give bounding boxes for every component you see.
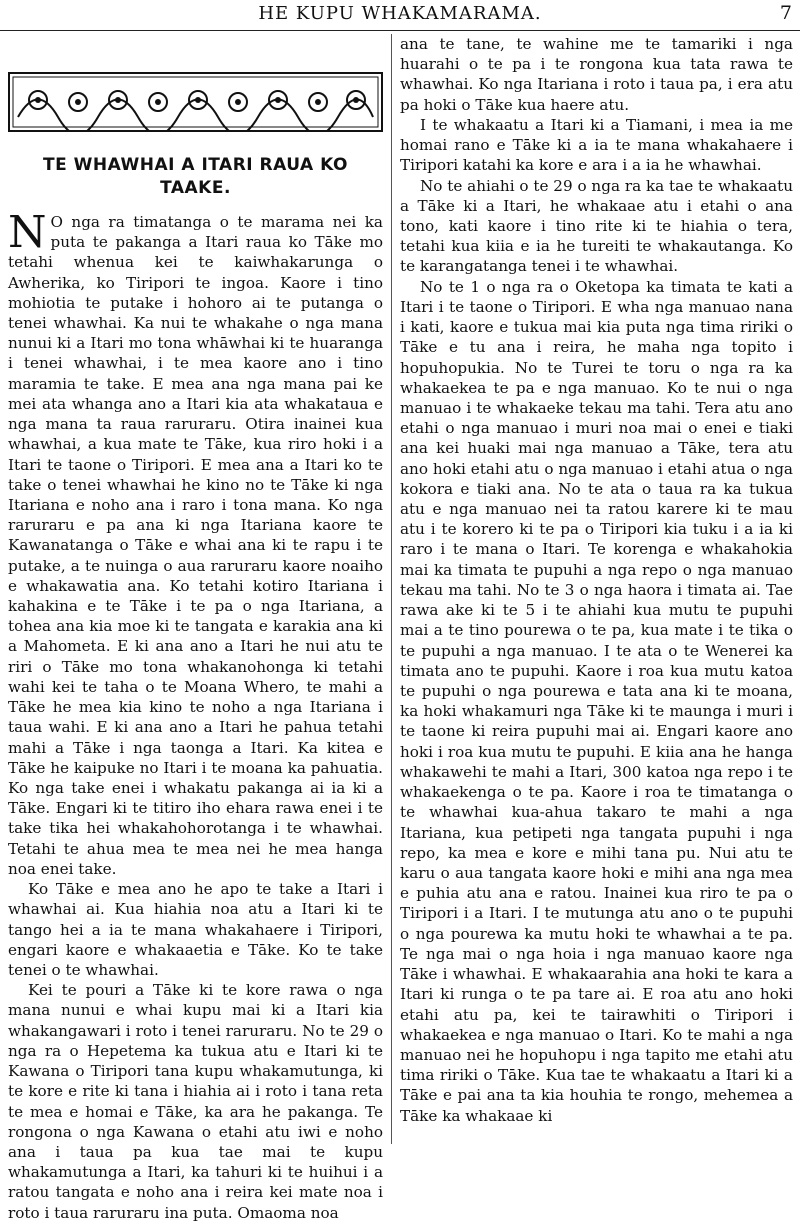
paragraph: No te ahiahi o te 29 o nga ra ka tae te whakaatu a Tāke ki a Itari, he whakaae atu i etahi o ana tono, kati kaore i tino rite ki te hiahia o tera, tetahi kua kiia e ia he tureiti te whakautanga. Ko te karangatanga tenei i te whawhai. (400, 176, 793, 276)
paragraph: Kei te pouri a Tāke ki te kore rawa o nga mana nunui e whai kupu mai ki a Itari kia whakangawari i roto i tenei raruraru. No te 29 o nga ra o Hepetema ka tukua atu e Itari ki te Kawana o Tiripori tana kupu whakamutunga, ki te kore e rite ki tana i hiahia ai i roto i tana reta te mea e homai e Tāke, ka ara he pakanga. Te rongona o nga Kawana o etahi atu iwi e noho ana i taua pa kua tae mai te kupu whakamutunga a Itari, ka tahuri ki te huihui i a ratou tangata e noho ana i reira kei mate noa i roto i taua raruraru ina puta. Omaoma noa (8, 981, 383, 1222)
article-title: TE WHAWHAI A ITARI RAUA KO TAAKE. (43, 155, 348, 198)
decorative-floral-border-icon (8, 72, 383, 132)
right-column (400, 34, 793, 1126)
drop-cap: N (8, 206, 47, 258)
paragraph-text: O nga ra timatanga o te marama nei ka puta te pakanga a Itari raua ko Tāke mo tetahi whenua kei te kaiwhakarunga o Awherika, ko Tiripori te ingoa. Kaore i tino mohiotia te putake i hohoro ai te putanga o tenei whawhai. Ka nui te whakahe o nga mana nunui ki a Itari mo tona whāwhai ki te huaranga i tenei whawhai, i te mea kaore ano i tino maramia te take. E mea ana nga mana pai ke mei ata whanga ano a Itari kia ata whakataua e nga mana ta raua raruraru. Otira inainei kua whawhai, a kua mate te Tāke, kua riro hoki i a Itari te taone o Tiripori. E mea ana a Itari ko te take o tenei whawhai he kino no te Tāke ki nga Itariana e noho ana i raro i tona mana. Ko nga raruraru e pa ana ki nga Itariana kaore te Kawanatanga o Tāke e whai ana ki te rapu i te putake, a te nuinga o aua raruraru kaore noaiho e whakawatia ana. Ko tetahi kotiro Itariana i kahakina e te Tāke i te pa o nga Itariana, a tohea ana kia moe ki te tangata e karakia ana ki a Mahometa. E ki ana ano a Itari he nui atu te riri o Tāke mo tona whakanohonga ki tetahi wahi kei te taha o te Moana Whero, te mahi a Tāke he mea kia kino te noho a nga Itariana i taua wahi. E ki ana ano a Itari he pahua tetahi mahi a Tāke i nga taonga a Itari. Ka kitea e Tāke he kaipuke no Itari i te moana ka pahuatia. Ko nga take enei i whakatu pakanga ai ia ki a Tāke. Engari ki te titiro iho ehara rawa enei i te take tika hei whakahohorotanga i te whawhai. Tetahi te ahua mea te mea nei he mea hanga noa enei take. (8, 212, 383, 878)
page-number: 7 (779, 2, 792, 24)
column-divider (391, 34, 392, 1144)
running-head (0, 0, 800, 31)
paragraph: ana te tane, te wahine me te tamariki i nga huarahi o te pa i te rongona kua tata rawa te whawhai. Ko nga Itariana i roto i taua pa, i era atu pa hoki o Tāke kua haere atu. (400, 35, 793, 114)
paragraph: I te whakaatu a Itari ki a Tiamani, i mea ia me homai rano e Tāke ki a ia te mana whakahaere i Tiripori katahi ka kore e ara i a ia he whawhai. (400, 115, 793, 175)
paragraph (8, 206, 383, 879)
paragraph: No te 1 o nga ra o Oketopa ka timata te kati a Itari i te taone o Tiripori. E wha nga manuao nana i kati, kaore e tukua mai kia puta nga tima ririki o Tāke e tu ana i reira, he maha nga topito i hopuhopukia. No te Turei te toru o nga ra ka whakaekea te pa e nga manuao. Ko te nui o nga manuao i te whakaeke tekau ma tahi. Tera atu ano etahi o nga manuao i muri noa mai o enei e tiaki ana kei huaki mai nga manuao a Tāke, tera atu ano hoki etahi atu o nga manuao i etahi atua o nga kokora e tiaki ana. No te ata o taua ra ka tukua atu e nga manuao nei ta ratou karere ki te mau atu i te korero ki te pa o Tiripori kia tuku i a ia ki raro i te mana o Itari. Te korenga e whakahokia mai ka timata te pupuhi a nga repo o nga manuao tekau ma tahi. No te 3 o nga haora i timata ai. Tae rawa ake ki te 5 i te ahiahi kua mutu te pupuhi mai a te tino pourewa o te pa, kua mate i te tika o te pupuhi a nga manuao. I te ata o te Wenerei ka timata ano te pupuhi. Kaore i roa kua mutu katoa te pupuhi o nga pourewa e tata ana ki te moana, ka hoki whakamuri nga Tāke ki te maunga i muri i te taone ki reira pupuhi mai ai. Engari kaore ano hoki i roa kua mutu te pupuhi. E kiia ana he hanga whakawehi te mahi a Itari, 300 katoa nga repo i te whakaekenga o te pa. Kaore i roa te timatanga o te whawhai kua-ahua takaro te mahi a nga Itariana, kua petipeti nga tangata pupuhi i nga repo, ka mea e kore e mihi tana pu. Nui atu te karu o aua tangata kaore hoki e mihi ana nga mea e puhia atu ana e ratou. Inainei kua riro te pa o Tiripori i a Itari. I te mutunga atu ano o te pupuhi o nga pourewa ka mutu hoki te whawhai a te pa. Te nga mai o nga hoia i nga manuao kaore nga Tāke i whawhai. E whakaarahia ana hoki te kara a Itari ki runga o te pa tare ai. E roa atu ano hoki etahi atu pa, kei te tairawhiti o Tiripori i whakaekea e nga manuao o Itari. Ko te mahi a nga manuao nei he hopuhopu i nga tapito me etahi atu tima ririki o Tāke. Kua tae te whakaatu a Itari ki a Tāke e pai ana ta kia houhia te rongo, mehemea a Tāke ka whakaae ki (400, 277, 793, 1125)
paragraph: Ko Tāke e mea ano he apo te take a Itari i whawhai ai. Kua hiahia noa atu a Itari ki te tango hei a ia te mana whakahaere i Tiripori, engari kaore e whakaaetia e Tāke. Ko te take tenei o te whawhai. (8, 880, 383, 979)
left-column (8, 34, 383, 1223)
running-title: HE KUPU WHAKAMARAMA. (258, 3, 542, 24)
